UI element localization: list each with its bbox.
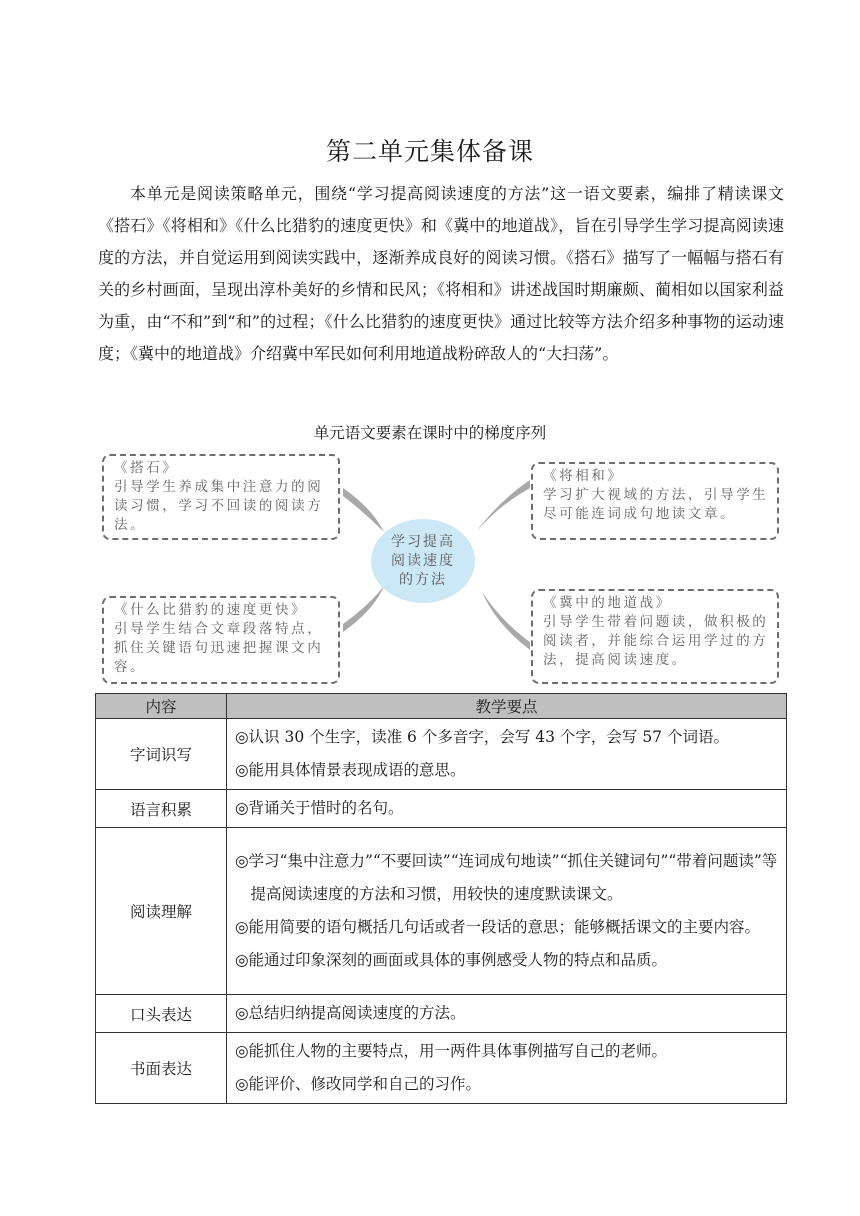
connector-top-left (343, 488, 384, 532)
diagram-box-text: 学习扩大视域的方法，引导学生尽可能连词成句地读文章。 (543, 487, 769, 522)
diagram-box-text: 引导学生养成集中注意力的阅读习惯，学习不回读的阅读方法。 (114, 479, 324, 533)
table-header-row (96, 694, 787, 719)
table-row-category: 字词识写 (96, 719, 227, 790)
teaching-point: ◎学习“集中注意力”“不要回读”“连词成句地读”“抓住关键词句”“带着问题读”等提高阅读速度的方法和习惯，用较快的速度默读课文。 (235, 852, 778, 903)
table-row-category: 阅读理解 (96, 828, 227, 995)
teaching-point: ◎能抓住人物的主要特点，用一两件具体事例描写自己的老师。 (235, 1042, 668, 1060)
teaching-point: ◎能用具体情景表现成语的意思。 (235, 761, 466, 779)
diagram-box-didaozhan (531, 589, 779, 684)
connector-top-right (476, 480, 530, 532)
table-row-points (227, 828, 787, 995)
teaching-point: ◎总结归纳提高阅读速度的方法。 (235, 1004, 466, 1022)
table-header-points: 教学要点 (227, 694, 787, 719)
teaching-point: ◎能评价、修改同学和自己的习作。 (235, 1075, 482, 1093)
connector-bottom-left (343, 586, 384, 632)
teaching-points-table (95, 693, 787, 1104)
table-row (96, 995, 787, 1033)
diagram-box-text: 引导学生带着问题读，做积极的阅读者，并能综合运用学过的方法，提高阅读速度。 (543, 614, 769, 668)
diagram-box-dashi (102, 454, 340, 540)
table-row-category: 书面表达 (96, 1033, 227, 1104)
table-row-points (227, 719, 787, 790)
diagram-center-text: 学习提高阅读速度的方法 (391, 533, 455, 588)
table-row-category: 语言积累 (96, 790, 227, 828)
table-row (96, 828, 787, 995)
diagram-center-bubble (371, 519, 475, 603)
intro-paragraph: 本单元是阅读策略单元，围绕“学习提高阅读速度的方法”这一语文要素，编排了精读课文《搭石》《将相和》《什么比猎豹的速度更快》和《冀中的地道战》，旨在引导学生学习提高阅读速度的方法，并自觉运用到阅读实践中，逐渐养成良好的阅读习惯。《搭石》描写了一幅幅与搭石有关的乡村画面，呈现出淳朴美好的乡情和民风；《将相和》讲述战国时期廉颇、蔺相如以国家利益为重，由“不和”到“和”的过程；《什么比猎豹的速度更快》通过比较等方法介绍多种事物的运动速度；《冀中的地道战》介绍冀中军民如何利用地道战粉碎敌人的“大扫荡”。 (98, 184, 784, 363)
teaching-point: ◎认识 30 个生字，读准 6 个多音字，会写 43 个字，会写 57 个词语。 (235, 728, 729, 746)
table-row-points (227, 790, 787, 828)
diagram-box-title: 《搭石》 (114, 460, 179, 476)
table-row (96, 719, 787, 790)
diagram-box-liebao (102, 596, 340, 684)
diagram-box-title: 《将相和》 (543, 468, 624, 484)
diagram-box-title: 《什么比猎豹的速度更快》 (114, 602, 308, 618)
page-title: 第二单元集体备课 (325, 137, 534, 166)
teaching-point: ◎背诵关于惜时的名句。 (235, 799, 404, 817)
table-row-points (227, 995, 787, 1033)
connector-bottom-right (482, 592, 530, 650)
diagram-title: 单元语文要素在课时中的梯度序列 (313, 424, 547, 442)
teaching-point: ◎能用简要的语句概括几句话或者一段话的意思；能够概括课文的主要内容。 (235, 918, 761, 936)
table-header-content: 内容 (96, 694, 227, 719)
diagram-box-title: 《冀中的地道战》 (543, 595, 672, 611)
table-row (96, 1033, 787, 1104)
teaching-point: ◎能通过印象深刻的画面或具体的事例感受人物的特点和品质。 (235, 951, 668, 969)
diagram-box-text: 引导学生结合文章段落特点，抓住关键语句迅速把握课文内容。 (114, 621, 324, 675)
diagram-box-jiangxianghe (531, 462, 779, 540)
table-row (96, 790, 787, 828)
table-row-points (227, 1033, 787, 1104)
table-row-category: 口头表达 (96, 995, 227, 1033)
